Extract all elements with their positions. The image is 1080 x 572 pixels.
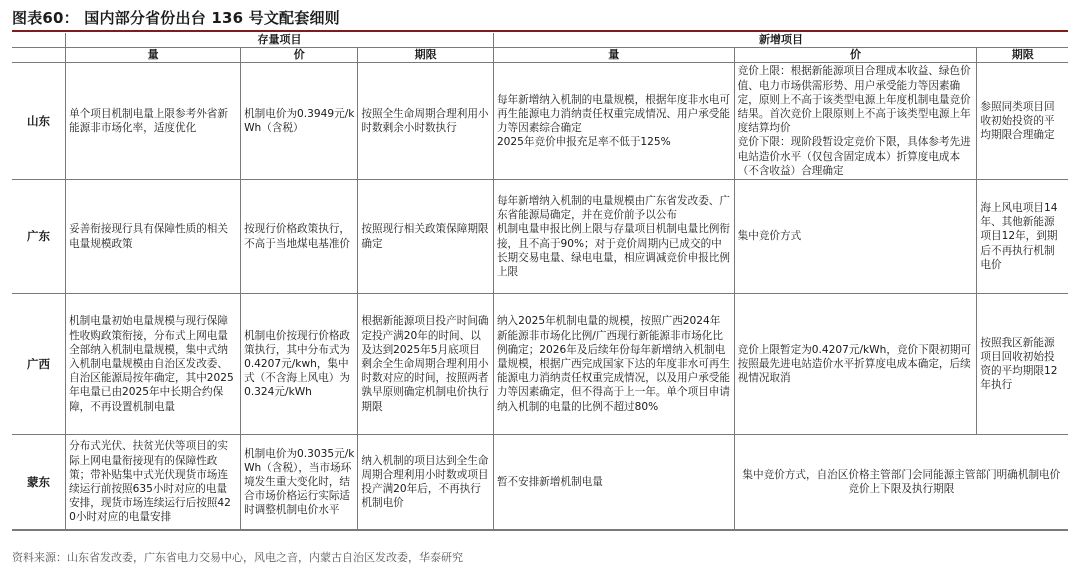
new-volume-cell: 每年新增纳入机制的电量规模由广东省发改委、广东省能源局确定，并在竞价前予以公布 机制电量申报比例上限与存量项目机制电量比例衔接，且不高于90%；对于竞价周期内已成交的中长期交易电量、绿电电量，相应调减竞价申报比例上限 (493, 180, 734, 294)
group-new: 新增项目 (493, 33, 1068, 48)
new-volume-cell: 暂不安排新增机制电量 (493, 435, 734, 531)
corner-cell (12, 33, 66, 48)
new-price-cell: 竞价上限：根据新能源项目合理成本收益、绿色价值、电力市场供需形势、用户承受能力等因素确定，原则上不高于该类型电源上年度机制电量竞价结果。首次竞价上限原则上不高于该类型电源上年度结算均价 竞价下限：现阶段暂设定竞价下限，具体参考先进电站造价水平（仅包含固定成本）折算度电成本（不含收益）合理确定 (734, 63, 977, 180)
province-cell: 广西 (12, 294, 66, 435)
new-term-cell: 按照我区新能源项目回收初始投资的平均期限12年执行 (977, 294, 1068, 435)
existing-volume-cell: 单个项目机制电量上限参考外省新能源非市场化率，适度优化 (66, 63, 241, 180)
new-price-cell: 集中竞价方式 (734, 180, 977, 294)
new-term-cell: 参照同类项目回收初始投资的平均期限合理确定 (977, 63, 1068, 180)
existing-term-cell: 按照现行相关政策保障期限确定 (358, 180, 494, 294)
new-volume-cell: 纳入2025年机制电量的规模，按照广西2024年新能源非市场化比例/广西现行新能源非市场化比例确定；2026年及后续年份每年新增纳入机制电量规模，根据广西完成国家下达的年度非水可再生能源电力消纳责任权重完成情况，以及用户承受能力等因素确定，但不得高于上一年。单个项目申请纳入机制的电量的比例不超过80% (493, 294, 734, 435)
col-new-volume: 量 (493, 48, 734, 63)
col-new-price: 价 (734, 48, 977, 63)
table-row (12, 435, 1068, 531)
existing-price-cell: 机制电价按现行价格政策执行，其中分布式为0.4207元/kwh，集中式（不含海上风电）为0.324元/kWh (241, 294, 358, 435)
existing-term-cell: 按照全生命周期合理利用小时数剩余小时数执行 (358, 63, 494, 180)
existing-volume-cell: 分布式光伏、扶贫光伏等项目的实际上网电量衔接现有的保障性政策；带补贴集中式光伏现货市场连续运行前按照635小时对应的电量安排，现货市场连续运行后按照420小时对应的电量安排 (66, 435, 241, 531)
table-row (12, 294, 1068, 435)
province-cell: 蒙东 (12, 435, 66, 531)
title-rule (12, 30, 1068, 32)
table-row (12, 63, 1068, 180)
group-existing: 存量项目 (66, 33, 494, 48)
policy-table (12, 33, 1068, 531)
existing-term-cell: 根据新能源项目投产时间确定投产满20年的时间、以及达到2025年5月底项目剩余全生命周期合理利用小时数对应的时间，按照两者孰早原则确定机制电价执行期限 (358, 294, 494, 435)
group-header-row (12, 33, 1068, 48)
source-note: 资料来源：山东省发改委，广东省电力交易中心，风电之音，内蒙古自治区发改委，华泰研究 (12, 551, 463, 564)
province-cell: 山东 (12, 63, 66, 180)
col-existing-volume: 量 (66, 48, 241, 63)
existing-volume-cell: 妥善衔接现行具有保障性质的相关电量规模政策 (66, 180, 241, 294)
province-cell: 广东 (12, 180, 66, 294)
col-new-term: 期限 (977, 48, 1068, 63)
existing-price-cell: 按现行价格政策执行，不高于当地煤电基准价 (241, 180, 358, 294)
new-price-cell: 竞价上限暂定为0.4207元/kWh，竞价下限初期可按照最先进电站造价水平折算度电成本确定，后续视情况取消 (734, 294, 977, 435)
existing-term-cell: 纳入机制的项目达到全生命周期合理利用小时数或项目投产满20年后，不再执行机制电价 (358, 435, 494, 531)
new-price-term-merged-cell: 集中竞价方式，自治区价格主管部门会同能源主管部门明确机制电价竞价上下限及执行期限 (734, 435, 1068, 531)
col-existing-term: 期限 (358, 48, 494, 63)
column-header-row (12, 48, 1068, 63)
existing-volume-cell: 机制电量初始电量规模与现行保障性收购政策衔接，分布式上网电量全部纳入机制电量规模，集中式纳入机制电量规模由自治区发改委、自治区能源局按年确定，其中2025年电量已由2025年中长期合约保障，不再设置机制电量 (66, 294, 241, 435)
existing-price-cell: 机制电价为0.3035元/kWh（含税），当市场环境发生重大变化时，结合市场价格运行实际适时调整机制电价水平 (241, 435, 358, 531)
existing-price-cell: 机制电价为0.3949元/kWh（含税） (241, 63, 358, 180)
figure-title: 图表60： 国内部分省份出台 136 号文配套细则 (12, 9, 340, 27)
corner-cell-2 (12, 48, 66, 63)
new-term-cell: 海上风电项目14年、其他新能源项目12年，到期后不再执行机制电价 (977, 180, 1068, 294)
col-existing-price: 价 (241, 48, 358, 63)
table-row (12, 180, 1068, 294)
new-volume-cell: 每年新增纳入机制的电量规模，根据年度非水电可再生能源电力消纳责任权重完成情况、用户承受能力等因素综合确定 2025年竞价申报充足率不低于125% (493, 63, 734, 180)
